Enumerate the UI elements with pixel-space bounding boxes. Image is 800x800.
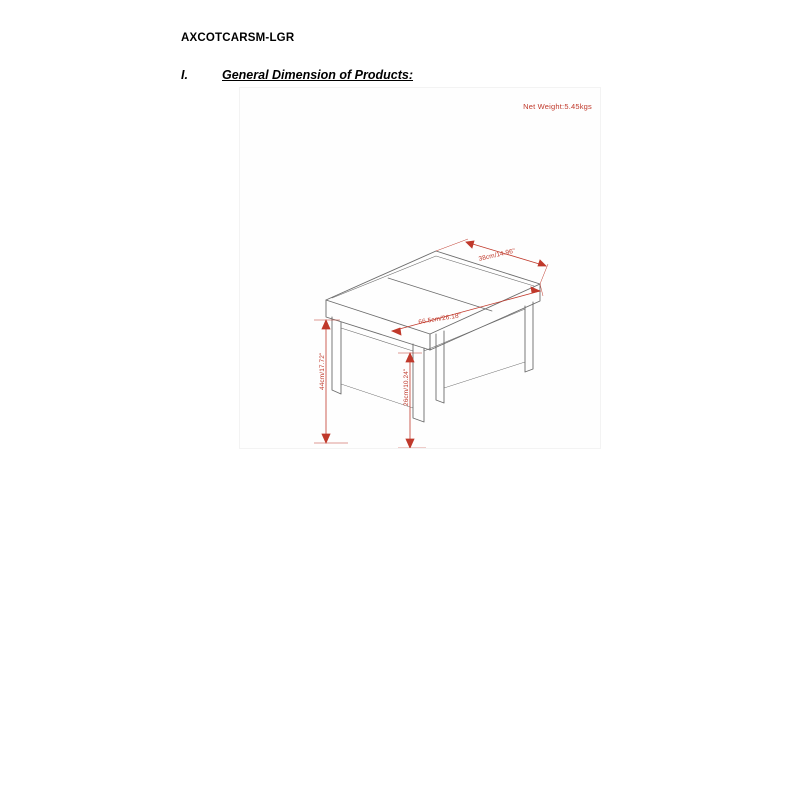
leg-back-right: [525, 302, 533, 372]
seat-seam-line: [388, 278, 492, 311]
product-dimension-figure: [240, 88, 600, 448]
dim-arrow-width-end: [538, 260, 546, 266]
dim-arrow-width-start: [466, 241, 474, 248]
dim-arrow-length-start: [392, 328, 401, 335]
lower-rail-right: [444, 362, 525, 388]
dimension-label-length: 66.5cm/26.18": [418, 312, 462, 326]
dim-arrow-inner-bottom: [406, 439, 414, 448]
dimension-label-height: 44cm/17.72": [319, 352, 326, 390]
leg-back-left: [436, 331, 444, 403]
section-number: I.: [181, 68, 188, 82]
side-rail-left: [341, 328, 413, 351]
net-weight-label: Net Weight:5.45kgs: [523, 102, 592, 111]
product-sku: AXCOTCARSM-LGR: [181, 32, 295, 44]
leg-front-right: [413, 344, 424, 422]
dim-arrow-height-top: [322, 320, 330, 329]
section-title: General Dimension of Products:: [222, 68, 414, 82]
dim-arrow-length-end: [531, 287, 540, 293]
dimension-label-inner-height: 26cm/10.24": [403, 368, 410, 406]
leg-front-left: [332, 317, 341, 394]
ext-line-width-b: [540, 264, 548, 284]
bench-technical-drawing: [240, 88, 600, 448]
dim-arrow-height-bottom: [322, 434, 330, 443]
ext-line-width-a: [436, 239, 468, 251]
dimension-label-width: 38cm/14.96": [478, 247, 516, 263]
seat-inner-edge: [332, 256, 534, 298]
